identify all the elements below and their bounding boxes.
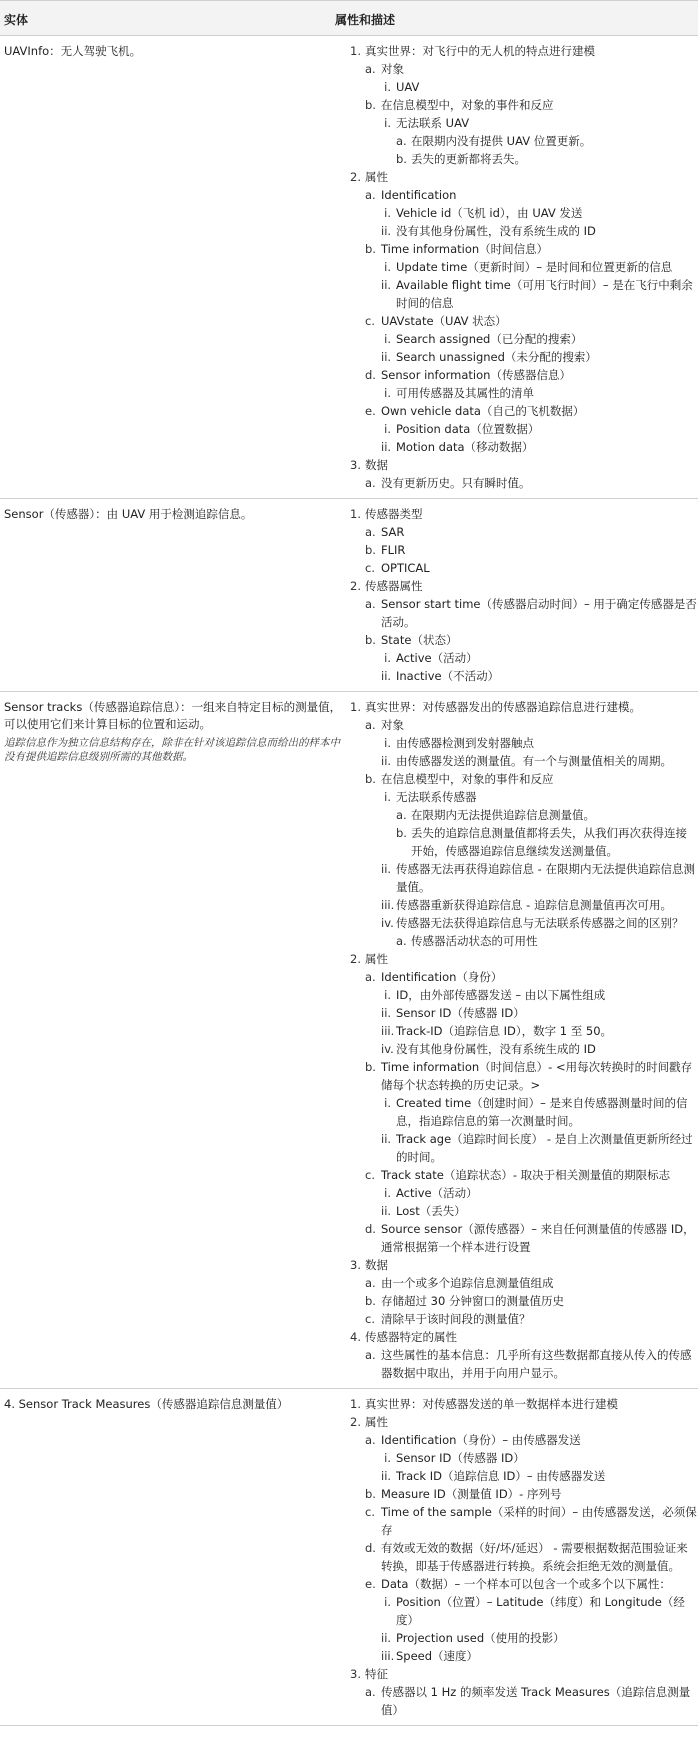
list-item [349, 42, 698, 60]
list-marker: i. [384, 386, 391, 400]
list-item [349, 1467, 698, 1485]
list-marker: 1. [350, 1397, 361, 1411]
list-text: 无法联系传感器 [396, 790, 477, 804]
list-marker: b. [396, 152, 407, 166]
list-text: 在限期内无法提供追踪信息测量值。 [411, 808, 595, 822]
list-item [349, 1665, 698, 1683]
header-attributes: 属性和描述 [335, 13, 396, 27]
table-row [0, 499, 698, 692]
list-item [349, 348, 698, 366]
list-marker: i. [384, 790, 391, 804]
list-text: 传感器属性 [365, 579, 423, 593]
list-text: 传感器特定的属性 [365, 1330, 457, 1344]
list-marker: d. [365, 1541, 376, 1555]
list-text: Search assigned（已分配的搜索） [396, 332, 583, 346]
list-item [349, 1310, 698, 1328]
list-item [349, 474, 698, 492]
list-text: 由传感器检测到发射器触点 [396, 736, 534, 750]
table-row [0, 36, 698, 499]
list-marker: iii. [381, 1649, 395, 1663]
list-text: Sensor start time（传感器启动时间）– 用于确定传感器是否活动。 [381, 597, 697, 629]
list-text: Data（数据）– 一个样本可以包含一个或多个以下属性： [381, 1577, 671, 1591]
list-marker: 4. [350, 1330, 361, 1344]
list-text: 由一个或多个追踪信息测量值组成 [381, 1276, 554, 1290]
list-marker: ii. [381, 754, 392, 768]
list-text: 这些属性的基本信息：几乎所有这些数据都直接从传入的传感器数据中取出，并用于向用户显示。 [381, 1348, 692, 1380]
list-text: Own vehicle data（自己的飞机数据） [381, 404, 585, 418]
list-text: Identification（身份）– 由传感器发送 [381, 1433, 581, 1447]
entity-text: UAVInfo：无人驾驶飞机。 [4, 44, 142, 58]
list-item [349, 222, 698, 240]
list-item [349, 312, 698, 330]
list-marker: a. [365, 1685, 376, 1699]
list-item [349, 824, 698, 860]
list-text: Identification（身份） [381, 970, 503, 984]
list-text: 存储超过 30 分钟窗口的测量值历史 [381, 1294, 564, 1308]
list-text: 丢失的更新都将丢失。 [411, 152, 526, 166]
list-item [349, 914, 698, 932]
list-item [349, 1058, 698, 1094]
list-text: Vehicle id（飞机 id），由 UAV 发送 [396, 206, 583, 220]
list-marker: i. [384, 1595, 391, 1609]
list-marker: i. [384, 736, 391, 750]
list-marker: ii. [381, 1469, 392, 1483]
entity-cell [0, 692, 349, 1389]
list-item [349, 541, 698, 559]
list-item [349, 96, 698, 114]
entity-cell [0, 36, 349, 499]
list-item [349, 1346, 698, 1382]
list-item [349, 1202, 698, 1220]
list-marker: 1. [350, 700, 361, 714]
list-item [349, 896, 698, 914]
list-item [349, 402, 698, 420]
list-text: Sensor ID（传感器 ID） [396, 1451, 525, 1465]
list-marker: b. [365, 1294, 376, 1308]
list-marker: a. [396, 808, 407, 822]
list-text: 没有其他身份属性，没有系统生成的 ID [396, 224, 596, 238]
table-header [0, 1, 698, 36]
list-marker: b. [365, 772, 376, 786]
list-text: 数据 [365, 458, 388, 472]
list-text: 清除早于该时间段的测量值？ [381, 1312, 531, 1326]
list-text: 传感器活动状态的可用性 [411, 934, 538, 948]
list-item [349, 78, 698, 96]
entity-cell [0, 1389, 349, 1726]
list-item [349, 366, 698, 384]
list-item [349, 1274, 698, 1292]
list-marker: c. [365, 561, 375, 575]
list-item [349, 438, 698, 456]
list-marker: ii. [381, 1631, 392, 1645]
list-item [349, 698, 698, 716]
list-marker: i. [384, 206, 391, 220]
list-text: Position（位置）– Latitude（纬度）和 Longitude（经度） [396, 1595, 685, 1627]
list-marker: 1. [350, 507, 361, 521]
list-text: 真实世界：对传感器发送的单一数据样本进行建模 [365, 1397, 618, 1411]
list-text: Identification [381, 188, 457, 202]
list-text: OPTICAL [381, 561, 430, 575]
list-item [349, 1629, 698, 1647]
list-marker: a. [365, 62, 376, 76]
list-text: Lost（丢失） [396, 1204, 466, 1218]
list-item [349, 1130, 698, 1166]
list-marker: a. [365, 525, 376, 539]
list-item [349, 384, 698, 402]
list-text: Active（活动） [396, 1186, 478, 1200]
list-item [349, 986, 698, 1004]
list-item [349, 1292, 698, 1310]
list-marker: a. [365, 188, 376, 202]
list-marker: 3. [350, 1667, 361, 1681]
list-marker: 2. [350, 579, 361, 593]
list-marker: ii. [381, 1204, 392, 1218]
list-marker: 1. [350, 44, 361, 58]
list-item [349, 1395, 698, 1413]
list-text: Track age（追踪时间长度） - 是自上次测量值更新所经过的时间。 [396, 1132, 693, 1164]
list-item [349, 1449, 698, 1467]
list-text: UAVstate（UAV 状态） [381, 314, 507, 328]
list-text: Available flight time（可用飞行时间）– 是在飞行中剩余时间的信息 [396, 278, 693, 310]
list-marker: 2. [350, 952, 361, 966]
attributes-cell [349, 692, 698, 1389]
list-marker: c. [365, 1505, 375, 1519]
table-row [0, 1389, 698, 1726]
header-entity: 实体 [4, 13, 29, 27]
list-marker: 2. [350, 170, 361, 184]
list-marker: 3. [350, 1258, 361, 1272]
table-row [0, 692, 698, 1389]
list-item [349, 1575, 698, 1593]
list-text: Time information（时间信息） [381, 242, 549, 256]
list-item [349, 1593, 698, 1629]
list-text: 在信息模型中，对象的事件和反应 [381, 98, 554, 112]
list-text: Active（活动） [396, 651, 478, 665]
list-text: Measure ID（测量值 ID）- 序列号 [381, 1487, 562, 1501]
list-marker: a. [365, 476, 376, 490]
list-marker: ii. [381, 440, 392, 454]
list-item [349, 240, 698, 258]
list-marker: b. [365, 633, 376, 647]
list-text: Speed（速度） [396, 1649, 479, 1663]
list-text: 传感器无法获得追踪信息与无法联系传感器之间的区别？ [396, 916, 684, 930]
list-text: UAV [396, 80, 420, 94]
list-text: Motion data（移动数据） [396, 440, 534, 454]
list-marker: iii. [381, 898, 395, 912]
list-item [349, 806, 698, 824]
list-item [349, 1647, 698, 1665]
list-item [349, 788, 698, 806]
list-marker: iii. [381, 1024, 395, 1038]
list-item [349, 1256, 698, 1274]
list-item [349, 667, 698, 685]
list-marker: i. [384, 80, 391, 94]
list-item [349, 716, 698, 734]
list-item [349, 595, 698, 631]
list-text: 真实世界：对传感器发出的传感器追踪信息进行建模。 [365, 700, 641, 714]
list-text: 在信息模型中，对象的事件和反应 [381, 772, 554, 786]
list-item [349, 1004, 698, 1022]
list-item [349, 968, 698, 986]
attributes-cell [349, 499, 698, 692]
list-marker: ii. [381, 1132, 392, 1146]
entity-text: Sensor tracks（传感器追踪信息）：一组来自特定目标的测量值，可以使用它们来计算目标的位置和运动。 [4, 700, 342, 731]
list-text: 传感器重新获得追踪信息 - 追踪信息测量值再次可用。 [396, 898, 672, 912]
list-text: Position data（位置数据） [396, 422, 540, 436]
list-marker: b. [365, 1487, 376, 1501]
list-item [349, 1683, 698, 1719]
list-item [349, 932, 698, 950]
list-item [349, 649, 698, 667]
list-item [349, 1328, 698, 1346]
list-text: 数据 [365, 1258, 388, 1272]
list-item [349, 1485, 698, 1503]
list-item [349, 330, 698, 348]
list-text: Sensor ID（传感器 ID） [396, 1006, 525, 1020]
list-marker: c. [365, 314, 375, 328]
list-text: Track ID（追踪信息 ID）– 由传感器发送 [396, 1469, 606, 1483]
list-marker: i. [384, 1451, 391, 1465]
list-text: 属性 [365, 952, 388, 966]
list-text: 在限期内没有提供 UAV 位置更新。 [411, 134, 592, 148]
list-item [349, 505, 698, 523]
list-text: ID，由外部传感器发送 – 由以下属性组成 [396, 988, 606, 1002]
list-item [349, 752, 698, 770]
list-marker: i. [384, 422, 391, 436]
list-item [349, 1220, 698, 1256]
list-text: Track state（追踪状态）- 取决于相关测量值的期限标志 [381, 1168, 671, 1182]
list-marker: i. [384, 1186, 391, 1200]
list-marker: a. [396, 934, 407, 948]
list-text: 传感器以 1 Hz 的频率发送 Track Measures（追踪信息测量值） [381, 1685, 691, 1717]
list-marker: a. [365, 1433, 376, 1447]
list-item [349, 60, 698, 78]
list-item [349, 1040, 698, 1058]
list-item [349, 204, 698, 222]
list-item [349, 631, 698, 649]
list-marker: a. [365, 597, 376, 611]
list-text: 真实世界：对飞行中的无人机的特点进行建模 [365, 44, 595, 58]
list-item [349, 1022, 698, 1040]
list-text: 属性 [365, 170, 388, 184]
list-marker: ii. [381, 224, 392, 238]
list-text: Sensor information（传感器信息） [381, 368, 571, 382]
list-item [349, 1413, 698, 1431]
list-marker: d. [365, 1222, 376, 1236]
list-text: 丢失的追踪信息测量值都将丢失，从我们再次获得连接开始，传感器追踪信息继续发送测量值。 [411, 826, 687, 858]
list-text: 传感器无法再获得追踪信息 - 在限期内无法提供追踪信息测量值。 [396, 862, 695, 894]
list-marker: 2. [350, 1415, 361, 1429]
entity-text: 4. Sensor Track Measures（传感器追踪信息测量值） [4, 1397, 289, 1411]
list-text: Created time（创建时间）– 是来自传感器测量时间的信息，指追踪信息的第一次测量时间。 [396, 1096, 688, 1128]
entity-cell [0, 499, 349, 692]
list-marker: i. [384, 1096, 391, 1110]
list-item [349, 1539, 698, 1575]
list-marker: d. [365, 368, 376, 382]
list-marker: c. [365, 1312, 375, 1326]
list-marker: b. [365, 1060, 376, 1074]
list-text: Source sensor（源传感器）– 来自任何测量值的传感器 ID，通常根据第一个样本进行设置 [381, 1222, 695, 1254]
list-marker: b. [396, 826, 407, 840]
list-marker: i. [384, 332, 391, 346]
list-text: 可用传感器及其属性的清单 [396, 386, 534, 400]
list-text: Time of the sample（采样的时间）– 由传感器发送，必须保存 [381, 1505, 697, 1537]
list-marker: ii. [381, 669, 392, 683]
list-item [349, 770, 698, 788]
entity-note: 追踪信息作为独立信息结构存在，除非在针对该追踪信息而给出的样本中没有提供追踪信息级别所需的其他数据。 [4, 737, 340, 763]
list-item [349, 1094, 698, 1130]
list-text: State（状态） [381, 633, 458, 647]
list-marker: i. [384, 116, 391, 130]
list-marker: b. [365, 242, 376, 256]
list-marker: i. [384, 651, 391, 665]
list-text: Update time（更新时间）– 是时间和位置更新的信息 [396, 260, 673, 274]
list-item [349, 1503, 698, 1539]
list-marker: a. [365, 1276, 376, 1290]
list-text: 对象 [381, 62, 404, 76]
list-item [349, 1184, 698, 1202]
list-text: Track-ID（追踪信息 ID），数字 1 至 50。 [396, 1024, 613, 1038]
list-marker: i. [384, 260, 391, 274]
list-marker: ii. [381, 1006, 392, 1020]
list-item [349, 150, 698, 168]
list-item [349, 950, 698, 968]
list-item [349, 168, 698, 186]
entity-text: Sensor（传感器）：由 UAV 用于检测追踪信息。 [4, 507, 253, 521]
attributes-cell [349, 36, 698, 499]
list-marker: a. [365, 1348, 376, 1362]
table-header-row [0, 1, 698, 36]
list-marker: i. [384, 988, 391, 1002]
list-marker: b. [365, 543, 376, 557]
list-item [349, 186, 698, 204]
list-item [349, 523, 698, 541]
list-text: 没有更新历史。只有瞬时值。 [381, 476, 531, 490]
list-marker: e. [365, 1577, 376, 1591]
list-item [349, 559, 698, 577]
list-marker: ii. [381, 862, 392, 876]
list-item [349, 734, 698, 752]
list-item [349, 1166, 698, 1184]
list-marker: b. [365, 98, 376, 112]
list-text: 由传感器发送的测量值。有一个与测量值相关的周期。 [396, 754, 672, 768]
list-text: Time information（时间信息）- <用每次转换时的时间戳存储每个状态转换的历史记录。> [381, 1060, 693, 1092]
list-text: SAR [381, 525, 405, 539]
list-marker: iv. [381, 1042, 394, 1056]
list-marker: a. [365, 970, 376, 984]
list-item [349, 1431, 698, 1449]
list-marker: a. [396, 134, 407, 148]
list-marker: 3. [350, 458, 361, 472]
list-marker: ii. [381, 350, 392, 364]
list-text: 无法联系 UAV [396, 116, 470, 130]
list-item [349, 132, 698, 150]
list-marker: iv. [381, 916, 394, 930]
list-marker: a. [365, 718, 376, 732]
list-marker: ii. [381, 278, 392, 292]
list-text: 有效或无效的数据（好/坏/延迟） - 需要根据数据范围验证来转换，即基于传感器进行转换。系统会拒绝无效的测量值。 [381, 1541, 688, 1573]
list-item [349, 276, 698, 312]
attributes-cell [349, 1389, 698, 1726]
list-text: 属性 [365, 1415, 388, 1429]
list-item [349, 456, 698, 474]
list-text: Inactive（不活动） [396, 669, 500, 683]
list-item [349, 114, 698, 132]
list-item [349, 420, 698, 438]
list-text: 对象 [381, 718, 404, 732]
list-text: 传感器类型 [365, 507, 423, 521]
list-text: FLIR [381, 543, 406, 557]
list-marker: c. [365, 1168, 375, 1182]
list-text: Projection used（使用的投影） [396, 1631, 565, 1645]
list-item [349, 258, 698, 276]
list-text: 特征 [365, 1667, 388, 1681]
list-marker: e. [365, 404, 376, 418]
list-text: Search unassigned（未分配的搜索） [396, 350, 597, 364]
list-item [349, 577, 698, 595]
list-item [349, 860, 698, 896]
list-text: 没有其他身份属性，没有系统生成的 ID [396, 1042, 596, 1056]
